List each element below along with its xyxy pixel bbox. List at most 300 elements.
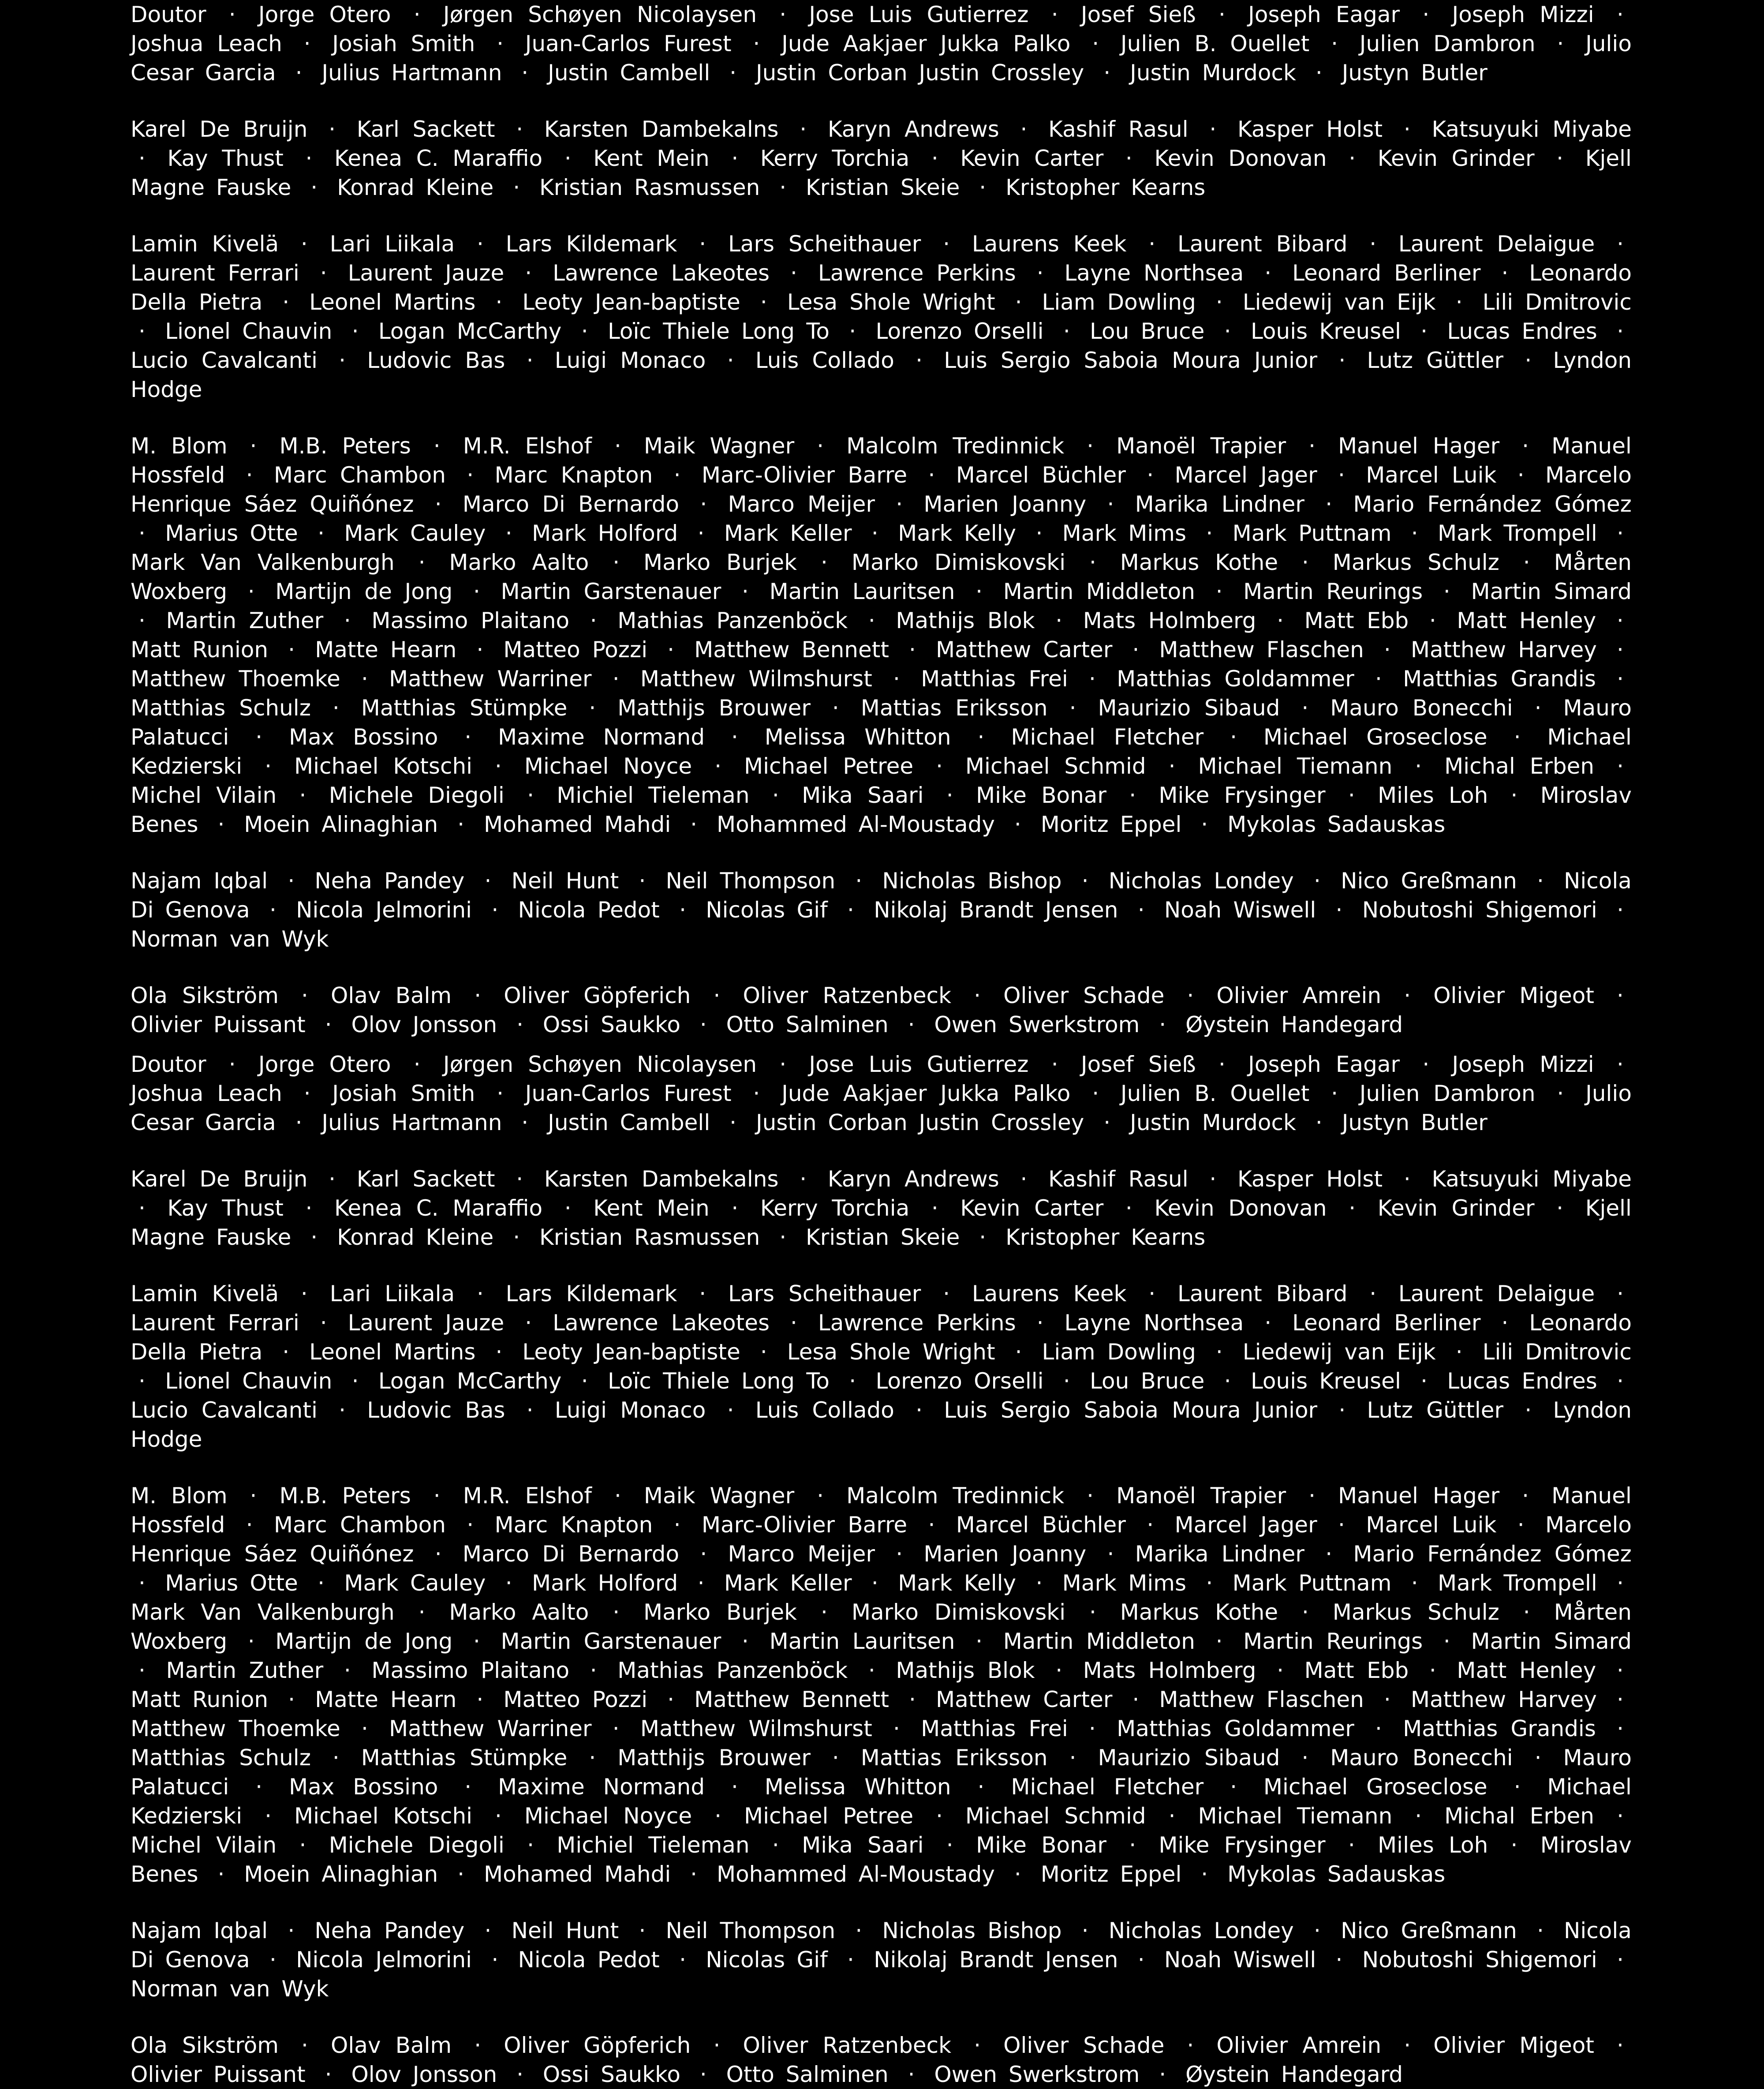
credit-name: Matt Henley bbox=[1457, 1658, 1596, 1683]
separator-dot: · bbox=[1383, 1687, 1391, 1712]
separator-dot: · bbox=[727, 1397, 734, 1423]
credit-name: Neil Hunt bbox=[511, 1918, 619, 1943]
credit-name: Mark Van Valkenburgh bbox=[131, 550, 395, 575]
credit-name: Lawrence Lakeotes bbox=[553, 1310, 770, 1336]
separator-dot: · bbox=[690, 1861, 698, 1887]
separator-dot: · bbox=[1617, 1947, 1624, 1973]
credit-name: Mathijs Blok bbox=[896, 608, 1035, 633]
separator-dot: · bbox=[1335, 1947, 1343, 1973]
credit-name: Layne Northsea bbox=[1064, 260, 1244, 286]
credit-name: Matthias Frei bbox=[921, 1716, 1068, 1741]
credit-name: Michael Petree bbox=[744, 1803, 914, 1829]
credits-block-repeat bbox=[131, 1050, 1632, 2089]
separator-dot: · bbox=[476, 1687, 484, 1712]
credit-name: Moein Alinaghian bbox=[244, 812, 438, 837]
credit-name: Luis Collado bbox=[755, 1397, 894, 1423]
credit-name: Martijn de Jong bbox=[275, 579, 453, 604]
credit-name: Olivier Puissant bbox=[131, 2062, 306, 2087]
credit-name: Lutz Güttler bbox=[1367, 1397, 1504, 1423]
separator-dot: · bbox=[639, 868, 646, 894]
separator-dot: · bbox=[494, 753, 502, 779]
separator-dot: · bbox=[138, 1195, 146, 1221]
separator-dot: · bbox=[325, 1012, 332, 1037]
credit-name: Josef Sieß bbox=[1080, 1052, 1196, 1077]
separator-dot: · bbox=[457, 1861, 465, 1887]
credit-name: Marcel Luik bbox=[1366, 1512, 1497, 1538]
credit-name: Lamin Kivelä bbox=[131, 1281, 279, 1307]
separator-dot: · bbox=[614, 1483, 621, 1509]
separator-dot: · bbox=[1020, 1166, 1028, 1192]
separator-dot: · bbox=[1206, 1570, 1213, 1596]
credit-name: M.R. Elshof bbox=[463, 1483, 592, 1509]
credit-name: Kerry Torchia bbox=[760, 146, 910, 171]
credit-name: Markus Kothe bbox=[1120, 550, 1278, 575]
credit-name: Nicola Jelmorini bbox=[296, 897, 472, 923]
separator-dot: · bbox=[667, 1687, 675, 1712]
separator-dot: · bbox=[977, 1774, 985, 1800]
credit-name: Olav Balm bbox=[331, 983, 452, 1008]
credit-name: Olov Jonsson bbox=[351, 1012, 497, 1037]
separator-dot: · bbox=[1331, 1081, 1338, 1106]
separator-dot: · bbox=[246, 462, 253, 488]
separator-dot: · bbox=[760, 289, 767, 315]
credit-name: Max Bossino bbox=[288, 724, 438, 750]
separator-dot: · bbox=[1092, 31, 1099, 56]
credit-name: Laurens Keek bbox=[972, 1281, 1127, 1307]
separator-dot: · bbox=[928, 1512, 935, 1538]
credit-name: Marc Knapton bbox=[494, 462, 653, 488]
separator-dot: · bbox=[497, 1081, 504, 1106]
separator-dot: · bbox=[1338, 1397, 1346, 1423]
separator-dot: · bbox=[1411, 1570, 1418, 1596]
credit-name: Matthias Schulz bbox=[131, 1745, 311, 1771]
separator-dot: · bbox=[1510, 782, 1518, 808]
credit-name: Kenea C. Maraffio bbox=[334, 1195, 543, 1221]
separator-dot: · bbox=[320, 260, 327, 286]
separator-dot: · bbox=[779, 1224, 787, 1250]
credit-name: Matthew Bennett bbox=[694, 1687, 889, 1712]
separator-dot: · bbox=[564, 146, 572, 171]
credit-name: Julio Cesar Garcia bbox=[131, 1081, 1632, 1135]
separator-dot: · bbox=[464, 1774, 472, 1800]
separator-dot: · bbox=[832, 1745, 839, 1771]
credit-name: Maxime Normand bbox=[498, 1774, 705, 1800]
separator-dot: · bbox=[1301, 695, 1309, 721]
separator-dot: · bbox=[228, 2, 236, 27]
credit-name: Jose Luis Gutierrez bbox=[809, 1052, 1029, 1077]
credit-name: Mohammed Al-Moustady bbox=[716, 1861, 995, 1887]
credit-name: Maik Wagner bbox=[643, 433, 795, 459]
separator-dot: · bbox=[1525, 1397, 1532, 1423]
credit-name: Marko Dimiskovski bbox=[851, 550, 1066, 575]
separator-dot: · bbox=[1148, 231, 1156, 257]
separator-dot: · bbox=[484, 1918, 492, 1943]
separator-dot: · bbox=[282, 289, 290, 315]
credit-name: Nicholas Londey bbox=[1108, 1918, 1294, 1943]
separator-dot: · bbox=[1129, 1832, 1136, 1858]
separator-dot: · bbox=[1501, 1310, 1509, 1336]
credit-name: Juan-Carlos Furest bbox=[525, 31, 732, 56]
credit-name: Liedewij van Eijk bbox=[1242, 1339, 1436, 1365]
credit-name: Justin Murdock bbox=[1130, 1110, 1296, 1135]
credit-name: Marc Chambon bbox=[273, 462, 446, 488]
separator-dot: · bbox=[1617, 1281, 1624, 1307]
credit-name: M. Blom bbox=[131, 433, 228, 459]
credit-name: Markus Schulz bbox=[1332, 550, 1499, 575]
separator-dot: · bbox=[581, 318, 588, 344]
separator-dot: · bbox=[1051, 1052, 1058, 1077]
separator-dot: · bbox=[1301, 1745, 1309, 1771]
separator-dot: · bbox=[1087, 433, 1094, 459]
credit-name: Matteo Pozzi bbox=[503, 1687, 648, 1712]
credit-name: Mark Puttnam bbox=[1232, 1570, 1392, 1596]
separator-dot: · bbox=[1230, 724, 1237, 750]
credit-name: Justyn Butler bbox=[1342, 1110, 1487, 1135]
credit-name: Manoël Trapier bbox=[1116, 433, 1286, 459]
credit-name: Mathijs Blok bbox=[896, 1658, 1035, 1683]
separator-dot: · bbox=[1314, 868, 1321, 894]
separator-dot: · bbox=[1404, 983, 1411, 1008]
credit-name: Oliver Schade bbox=[1003, 2033, 1165, 2058]
credit-name: Luigi Monaco bbox=[554, 348, 706, 373]
separator-dot: · bbox=[300, 1281, 308, 1307]
separator-dot: · bbox=[1557, 1081, 1564, 1106]
credit-name: Martin Simard bbox=[1471, 579, 1632, 604]
separator-dot: · bbox=[800, 1166, 807, 1192]
separator-dot: · bbox=[1325, 491, 1333, 517]
separator-dot: · bbox=[975, 579, 983, 604]
separator-dot: · bbox=[1218, 1052, 1226, 1077]
separator-dot: · bbox=[849, 318, 856, 344]
separator-dot: · bbox=[484, 868, 492, 894]
separator-dot: · bbox=[521, 1110, 529, 1135]
separator-dot: · bbox=[1132, 637, 1140, 663]
separator-dot: · bbox=[250, 433, 257, 459]
separator-dot: · bbox=[612, 1716, 620, 1741]
separator-dot: · bbox=[1429, 608, 1436, 633]
credit-name: Miroslav Benes bbox=[131, 1832, 1632, 1887]
credit-name: Olivier Migeot bbox=[1433, 2033, 1594, 2058]
credits-group-l bbox=[131, 1279, 1632, 1454]
separator-dot: · bbox=[1617, 637, 1624, 663]
credit-name: Liam Dowling bbox=[1042, 1339, 1196, 1365]
separator-dot: · bbox=[847, 1947, 854, 1973]
separator-dot: · bbox=[217, 1861, 225, 1887]
credit-name: Karyn Andrews bbox=[827, 116, 999, 142]
separator-dot: · bbox=[700, 1541, 707, 1567]
credit-name: Martijn de Jong bbox=[275, 1629, 453, 1654]
separator-dot: · bbox=[247, 579, 255, 604]
credit-name: Marcel Büchler bbox=[956, 1512, 1126, 1538]
credit-name: Konrad Kleine bbox=[337, 1224, 494, 1250]
separator-dot: · bbox=[138, 318, 146, 344]
separator-dot: · bbox=[936, 753, 943, 779]
separator-dot: · bbox=[1063, 1368, 1070, 1394]
credit-name: Mark Holford bbox=[531, 520, 678, 546]
separator-dot: · bbox=[1187, 983, 1194, 1008]
separator-dot: · bbox=[1125, 146, 1132, 171]
separator-dot: · bbox=[714, 1803, 721, 1829]
credits-group-j bbox=[131, 0, 1632, 87]
separator-dot: · bbox=[916, 348, 923, 373]
credit-name: Martin Reurings bbox=[1243, 1629, 1423, 1654]
credit-name: Matthias Schulz bbox=[131, 695, 311, 721]
separator-dot: · bbox=[1314, 1918, 1321, 1943]
credit-name: Marika Lindner bbox=[1135, 1541, 1304, 1567]
separator-dot: · bbox=[821, 550, 828, 575]
separator-dot: · bbox=[1230, 1774, 1237, 1800]
separator-dot: · bbox=[332, 1745, 340, 1771]
separator-dot: · bbox=[1335, 897, 1343, 923]
credit-name: Olivier Amrein bbox=[1216, 983, 1382, 1008]
separator-dot: · bbox=[513, 1224, 520, 1250]
separator-dot: · bbox=[433, 1483, 441, 1509]
separator-dot: · bbox=[1301, 550, 1309, 575]
credit-name: Mårten Woxberg bbox=[131, 1599, 1632, 1654]
separator-dot: · bbox=[295, 1110, 303, 1135]
separator-dot: · bbox=[217, 812, 225, 837]
credit-name: Marc-Olivier Barre bbox=[701, 1512, 908, 1538]
credit-name: Maurizio Sibaud bbox=[1098, 1745, 1280, 1771]
credit-name: Marcel Luik bbox=[1366, 462, 1497, 488]
separator-dot: · bbox=[138, 1570, 146, 1596]
separator-dot: · bbox=[612, 666, 620, 692]
separator-dot: · bbox=[1215, 1339, 1223, 1365]
credit-name: Matthias Goldammer bbox=[1117, 1716, 1354, 1741]
separator-dot: · bbox=[673, 462, 681, 488]
separator-dot: · bbox=[339, 1397, 346, 1423]
separator-dot: · bbox=[1411, 520, 1418, 546]
credit-name: Kristopher Kearns bbox=[1005, 1224, 1206, 1250]
separator-dot: · bbox=[1069, 1745, 1076, 1771]
separator-dot: · bbox=[1617, 520, 1624, 546]
separator-dot: · bbox=[1159, 1012, 1166, 1037]
separator-dot: · bbox=[1455, 289, 1463, 315]
credit-name: Karl Sackett bbox=[356, 1166, 495, 1192]
separator-dot: · bbox=[1325, 1541, 1333, 1567]
separator-dot: · bbox=[790, 1310, 797, 1336]
credit-name: Justin Murdock bbox=[1130, 60, 1296, 86]
credit-name: Nicola Pedot bbox=[518, 897, 660, 923]
separator-dot: · bbox=[1015, 289, 1022, 315]
credit-name: Marius Otte bbox=[165, 520, 298, 546]
credit-name: Matthew Warriner bbox=[389, 666, 592, 692]
credit-name: Lamin Kivelä bbox=[131, 231, 279, 257]
separator-dot: · bbox=[1348, 782, 1355, 808]
separator-dot: · bbox=[1168, 1803, 1176, 1829]
separator-dot: · bbox=[1315, 60, 1323, 86]
credit-name: Logan McCarthy bbox=[378, 318, 562, 344]
credit-name: Joseph Eagar bbox=[1248, 2, 1400, 27]
credit-name: Mathias Panzenböck bbox=[617, 608, 848, 633]
separator-dot: · bbox=[526, 348, 534, 373]
separator-dot: · bbox=[1063, 318, 1070, 344]
credit-name: Leonel Martins bbox=[309, 289, 476, 315]
credit-name: Martin Simard bbox=[1471, 1629, 1632, 1654]
separator-dot: · bbox=[303, 1081, 311, 1106]
credit-name: Marc-Olivier Barre bbox=[701, 462, 908, 488]
credit-name: Jorge Otero bbox=[258, 1052, 391, 1077]
credit-name: Matthew Harvey bbox=[1410, 1687, 1597, 1712]
credit-name: Martin Reurings bbox=[1243, 579, 1423, 604]
separator-dot: · bbox=[1209, 1166, 1217, 1192]
credit-name: Kjell Magne Fauske bbox=[131, 1195, 1632, 1250]
separator-dot: · bbox=[269, 897, 277, 923]
separator-dot: · bbox=[1616, 1658, 1624, 1683]
separator-dot: · bbox=[255, 1774, 263, 1800]
separator-dot: · bbox=[1051, 2, 1058, 27]
separator-dot: · bbox=[613, 1599, 620, 1625]
credit-name: Ludovic Bas bbox=[367, 348, 505, 373]
separator-dot: · bbox=[318, 1570, 325, 1596]
separator-dot: · bbox=[476, 231, 484, 257]
separator-dot: · bbox=[727, 348, 734, 373]
separator-dot: · bbox=[1129, 782, 1136, 808]
credit-name: Marko Dimiskovski bbox=[851, 1599, 1066, 1625]
credit-name: Matthias Grandis bbox=[1403, 1716, 1596, 1741]
credit-name: Matt Runion bbox=[131, 1687, 269, 1712]
separator-dot: · bbox=[800, 116, 807, 142]
separator-dot: · bbox=[295, 60, 303, 86]
separator-dot: · bbox=[344, 608, 351, 633]
credit-name: Massimo Plaitano bbox=[371, 1658, 570, 1683]
separator-dot: · bbox=[1525, 348, 1532, 373]
credit-name: Michael Fletcher bbox=[1011, 724, 1204, 750]
credit-name: Lari Liikala bbox=[329, 231, 455, 257]
credit-name: Lars Kildemark bbox=[505, 1281, 677, 1307]
credit-name: Otto Salminen bbox=[726, 2062, 889, 2087]
separator-dot: · bbox=[250, 1483, 257, 1509]
separator-dot: · bbox=[871, 1570, 878, 1596]
separator-dot: · bbox=[433, 433, 441, 459]
credit-name: Mark Holford bbox=[531, 1570, 678, 1596]
credit-name: Julien B. Ouellet bbox=[1120, 1081, 1310, 1106]
separator-dot: · bbox=[505, 520, 512, 546]
separator-dot: · bbox=[731, 1195, 739, 1221]
separator-dot: · bbox=[916, 1397, 923, 1423]
separator-dot: · bbox=[1264, 260, 1272, 286]
separator-dot: · bbox=[288, 637, 295, 663]
separator-dot: · bbox=[1383, 637, 1391, 663]
credit-name: Mark Puttnam bbox=[1232, 520, 1392, 546]
separator-dot: · bbox=[1036, 260, 1044, 286]
credit-name: Liedewij van Eijk bbox=[1242, 289, 1436, 315]
credit-name: Najam Iqbal bbox=[131, 1918, 268, 1943]
separator-dot: · bbox=[265, 753, 272, 779]
credit-name: Mark Keller bbox=[724, 520, 852, 546]
credit-name: Lucio Cavalcanti bbox=[131, 1397, 318, 1423]
separator-dot: · bbox=[1159, 2062, 1166, 2087]
credit-name: M.B. Peters bbox=[279, 1483, 411, 1509]
separator-dot: · bbox=[713, 2033, 721, 2058]
credit-name: Marcelo Henrique Sáez Quiñónez bbox=[131, 1512, 1632, 1567]
credits-group-m bbox=[131, 431, 1632, 839]
separator-dot: · bbox=[527, 1832, 534, 1858]
credit-name: Martin Lauritsen bbox=[769, 1629, 955, 1654]
credit-name: Michael Kedzierski bbox=[131, 724, 1632, 779]
credit-name: Neil Hunt bbox=[511, 868, 619, 894]
credit-name: Lorenzo Orselli bbox=[875, 1368, 1044, 1394]
credit-name: Michal Erben bbox=[1444, 1803, 1595, 1829]
separator-dot: · bbox=[760, 1339, 767, 1365]
separator-dot: · bbox=[1403, 1166, 1411, 1192]
separator-dot: · bbox=[1522, 1483, 1529, 1509]
separator-dot: · bbox=[817, 1483, 824, 1509]
separator-dot: · bbox=[1277, 608, 1284, 633]
credit-name: Lou Bruce bbox=[1090, 318, 1205, 344]
credits-group-l bbox=[131, 229, 1632, 404]
credit-name: Nico Greßmann bbox=[1341, 868, 1517, 894]
credit-name: Lyndon Hodge bbox=[131, 348, 1632, 402]
credit-name: Matthew Harvey bbox=[1410, 637, 1597, 663]
credit-name: Mika Saari bbox=[802, 782, 924, 808]
separator-dot: · bbox=[1420, 1368, 1428, 1394]
credit-name: Nicola Pedot bbox=[518, 1947, 660, 1973]
separator-dot: · bbox=[697, 1570, 705, 1596]
separator-dot: · bbox=[1035, 520, 1043, 546]
credit-name: Julien B. Ouellet bbox=[1120, 31, 1310, 56]
separator-dot: · bbox=[1501, 260, 1509, 286]
separator-dot: · bbox=[1308, 433, 1316, 459]
separator-dot: · bbox=[1403, 116, 1411, 142]
separator-dot: · bbox=[731, 724, 738, 750]
credit-name: Ossi Saukko bbox=[542, 1012, 680, 1037]
credit-name: Marco Meijer bbox=[728, 491, 875, 517]
separator-dot: · bbox=[1617, 2033, 1624, 2058]
credit-name: Matthew Flaschen bbox=[1159, 637, 1364, 663]
credit-name: Josef Sieß bbox=[1080, 2, 1196, 27]
separator-dot: · bbox=[1224, 318, 1231, 344]
credit-name: Nikolaj Brandt Jensen bbox=[874, 897, 1118, 923]
separator-dot: · bbox=[946, 782, 953, 808]
separator-dot: · bbox=[1277, 1658, 1284, 1683]
separator-dot: · bbox=[1215, 579, 1223, 604]
credit-name: Kent Mein bbox=[593, 1195, 710, 1221]
credit-name: Neil Thompson bbox=[665, 868, 836, 894]
separator-dot: · bbox=[564, 1195, 572, 1221]
separator-dot: · bbox=[1209, 116, 1217, 142]
credit-name: Josiah Smith bbox=[332, 31, 475, 56]
separator-dot: · bbox=[1055, 1658, 1063, 1683]
credit-name: Martin Zuther bbox=[166, 1658, 324, 1683]
separator-dot: · bbox=[1088, 1716, 1096, 1741]
credit-name: Laurens Keek bbox=[972, 231, 1127, 257]
separator-dot: · bbox=[893, 1716, 900, 1741]
credit-name: Kristian Skeie bbox=[806, 1224, 960, 1250]
credit-name: Marcel Jager bbox=[1174, 1512, 1317, 1538]
credit-name: Manuel Hossfeld bbox=[131, 433, 1632, 488]
separator-dot: · bbox=[729, 1110, 737, 1135]
separator-dot: · bbox=[931, 1195, 938, 1221]
credit-name: Justin Corban Justin Crossley bbox=[755, 1110, 1084, 1135]
credit-name: Mika Saari bbox=[802, 1832, 924, 1858]
separator-dot: · bbox=[1107, 1541, 1114, 1567]
separator-dot: · bbox=[413, 1052, 421, 1077]
credit-name: Marko Aalto bbox=[449, 550, 589, 575]
separator-dot: · bbox=[1089, 550, 1096, 575]
credit-name: Jude Aakjaer Jukka Palko bbox=[781, 1081, 1071, 1106]
separator-dot: · bbox=[464, 724, 472, 750]
separator-dot: · bbox=[1556, 1195, 1564, 1221]
credit-name: Miroslav Benes bbox=[131, 782, 1632, 837]
separator-dot: · bbox=[1443, 1629, 1450, 1654]
separator-dot: · bbox=[590, 1658, 597, 1683]
separator-dot: · bbox=[138, 1658, 146, 1683]
separator-dot: · bbox=[1616, 608, 1624, 633]
credit-name: Kristian Rasmussen bbox=[539, 175, 760, 200]
separator-dot: · bbox=[299, 782, 306, 808]
credit-name: Michael Tiemann bbox=[1198, 753, 1393, 779]
